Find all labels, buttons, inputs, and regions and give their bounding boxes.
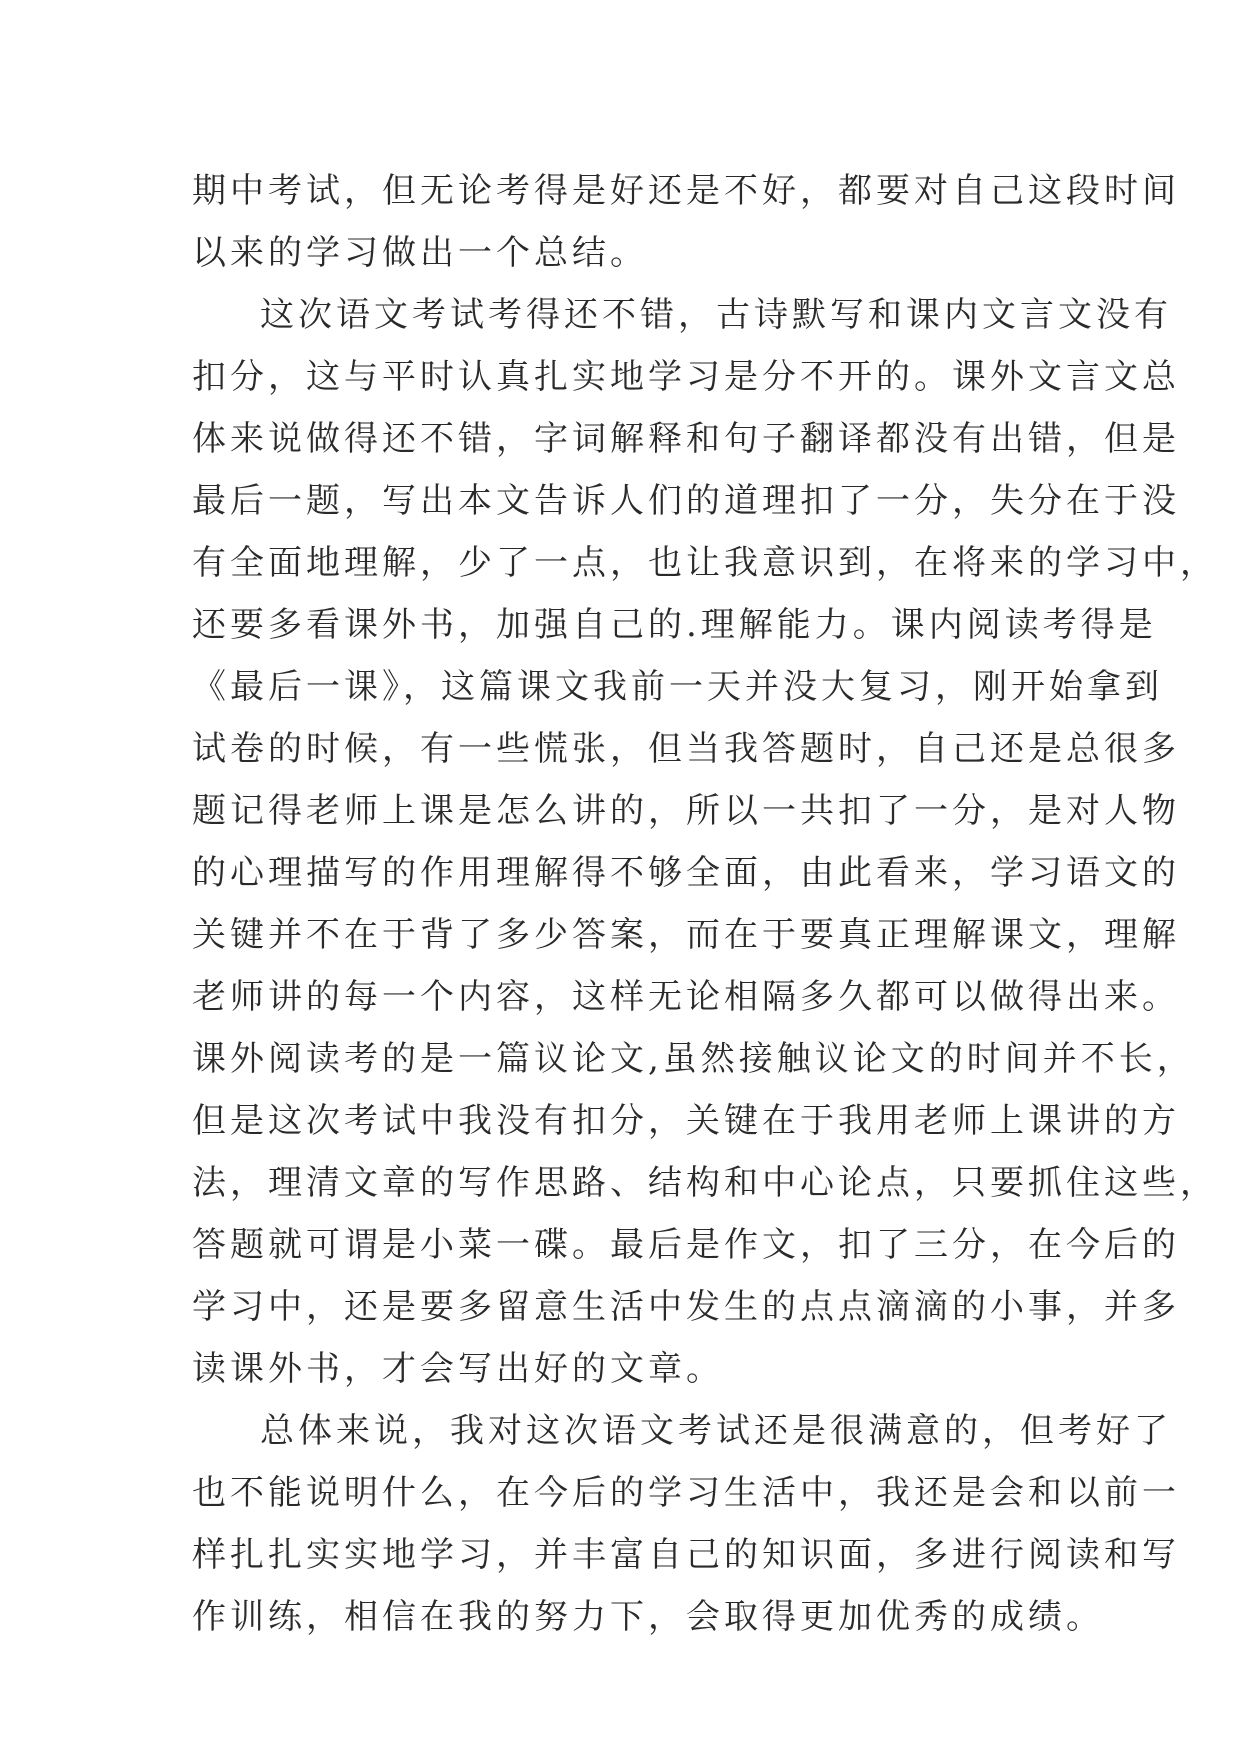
text-line: 体来说做得还不错，字词解释和句子翻译都没有出错，但是 — [192, 419, 1180, 459]
text-line: 法，理清文章的写作思路、结构和中心论点，只要抓住这些， — [192, 1163, 1218, 1203]
text-line: 作训练，相信在我的努力下，会取得更加优秀的成绩。 — [192, 1597, 1104, 1637]
text-line: 答题就可谓是小菜一碟。最后是作文，扣了三分，在今后的 — [192, 1225, 1180, 1265]
text-line: 扣分，这与平时认真扎实地学习是分不开的。课外文言文总 — [192, 357, 1180, 397]
body-text — [192, 160, 1218, 1648]
text-line: 也不能说明什么，在今后的学习生活中，我还是会和以前一 — [192, 1473, 1180, 1513]
text-line: 期中考试，但无论考得是好还是不好，都要对自己这段时间 — [192, 171, 1180, 211]
text-line: 读课外书，才会写出好的文章。 — [192, 1349, 724, 1389]
text-line: 课外阅读考的是一篇议论文,虽然接触议论文的时间并不长， — [192, 1039, 1195, 1079]
text-line: 学习中，还是要多留意生活中发生的点点滴滴的小事，并多 — [192, 1287, 1180, 1327]
paragraph-start-line: 总体来说，我对这次语文考试还是很满意的，但考好了 — [260, 1411, 1172, 1451]
text-line: 《最后一课》，这篇课文我前一天并没大复习，刚开始拿到 — [192, 667, 1163, 707]
text-line: 题记得老师上课是怎么讲的，所以一共扣了一分，是对人物 — [192, 791, 1180, 831]
text-line: 样扎扎实实地学习，并丰富自己的知识面，多进行阅读和写 — [192, 1535, 1180, 1575]
paragraph-start-line: 这次语文考试考得还不错，古诗默写和课内文言文没有 — [260, 295, 1172, 335]
text-line: 关键并不在于背了多少答案，而在于要真正理解课文，理解 — [192, 915, 1180, 955]
text-line: 但是这次考试中我没有扣分，关键在于我用老师上课讲的方 — [192, 1101, 1180, 1141]
text-line: 有全面地理解，少了一点，也让我意识到，在将来的学习中， — [192, 543, 1218, 583]
text-line: 最后一题，写出本文告诉人们的道理扣了一分，失分在于没 — [192, 481, 1180, 521]
text-line: 老师讲的每一个内容，这样无论相隔多久都可以做得出来。 — [192, 977, 1180, 1017]
text-line: 还要多看课外书，加强自己的.理解能力。课内阅读考得是 — [192, 605, 1157, 645]
text-line: 以来的学习做出一个总结。 — [192, 233, 648, 273]
text-line: 试卷的时候，有一些慌张，但当我答题时，自己还是总很多 — [192, 729, 1180, 769]
text-line: 的心理描写的作用理解得不够全面，由此看来，学习语文的 — [192, 853, 1180, 893]
